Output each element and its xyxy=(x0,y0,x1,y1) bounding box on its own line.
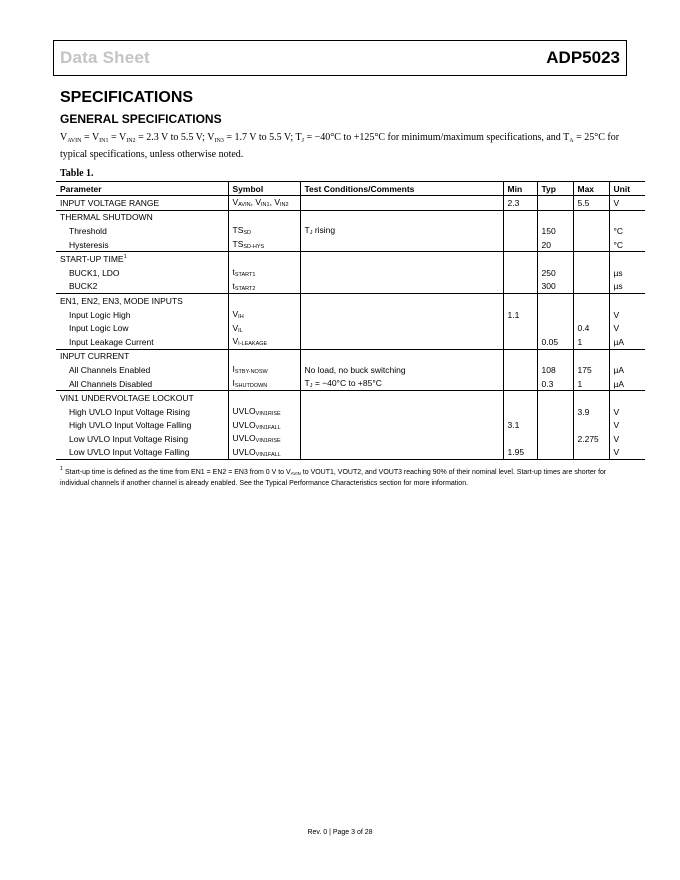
table-row xyxy=(56,210,645,224)
cell-max xyxy=(573,266,609,280)
table-row xyxy=(56,308,645,322)
cell-parameter: Hysteresis xyxy=(69,239,109,250)
table-caption: Table 1. xyxy=(60,168,94,179)
table-row xyxy=(56,238,645,252)
cell-min xyxy=(503,405,537,419)
cell-parameter: All Channels Disabled xyxy=(69,378,153,389)
cell-parameter: Low UVLO Input Voltage Rising xyxy=(69,433,189,444)
cell-unit: V xyxy=(609,308,645,322)
header-part-number: ADP5023 xyxy=(546,48,620,67)
cell-test-conditions xyxy=(300,266,503,280)
cell-min xyxy=(503,363,537,377)
specifications-table xyxy=(56,181,645,460)
cell-typ xyxy=(537,252,573,266)
table-row xyxy=(56,446,645,460)
cell-max xyxy=(573,419,609,433)
cell-test-conditions xyxy=(300,432,503,446)
cell-parameter: INPUT CURRENT xyxy=(56,349,228,363)
cell-max: 5.5 xyxy=(573,196,609,211)
cell-typ xyxy=(537,308,573,322)
cell-typ: 0.3 xyxy=(537,377,573,391)
cell-unit: °C xyxy=(609,224,645,238)
cell-unit: V xyxy=(609,196,645,211)
cell-test-conditions xyxy=(300,349,503,363)
cell-max xyxy=(573,238,609,252)
cell-typ: 300 xyxy=(537,280,573,294)
header-test-conditions: Test Conditions/Comments xyxy=(300,182,503,196)
header-parameter: Parameter xyxy=(56,182,228,196)
header-typ: Typ xyxy=(537,182,573,196)
table-row xyxy=(56,363,645,377)
cell-min xyxy=(503,294,537,308)
header-symbol: Symbol xyxy=(228,182,300,196)
cell-test-conditions: $T_J$ rising xyxy=(300,224,503,238)
table-row xyxy=(56,321,645,335)
cell-test-conditions xyxy=(300,321,503,335)
cell-min: 2.3 xyxy=(503,196,537,211)
cell-typ xyxy=(537,321,573,335)
table-row xyxy=(56,252,645,266)
cell-typ: 20 xyxy=(537,238,573,252)
cell-min xyxy=(503,280,537,294)
cell-max xyxy=(573,308,609,322)
cell-unit: V xyxy=(609,321,645,335)
cell-test-conditions xyxy=(300,419,503,433)
cell-max xyxy=(573,252,609,266)
cell-max xyxy=(573,210,609,224)
cell-test-conditions xyxy=(300,405,503,419)
cell-max: 1 xyxy=(573,377,609,391)
cell-typ xyxy=(537,349,573,363)
cell-unit xyxy=(609,391,645,405)
header-unit: Unit xyxy=(609,182,645,196)
cell-symbol xyxy=(228,294,300,308)
cell-unit: µs xyxy=(609,266,645,280)
cell-symbol: $I_{STBY-NOSW}$ xyxy=(228,363,300,377)
cell-parameter: START-UP TIME$^1$ xyxy=(56,252,228,266)
table-row xyxy=(56,391,645,405)
table-row xyxy=(56,224,645,238)
cell-min xyxy=(503,224,537,238)
cell-typ: 0.05 xyxy=(537,335,573,349)
cell-max xyxy=(573,391,609,405)
cell-parameter: EN1, EN2, EN3, MODE INPUTS xyxy=(56,294,228,308)
cell-parameter: Input Logic High xyxy=(69,309,131,320)
cell-typ xyxy=(537,432,573,446)
subsection-title: GENERAL SPECIFICATIONS xyxy=(60,112,222,126)
cell-parameter: High UVLO Input Voltage Rising xyxy=(69,406,190,417)
cell-typ xyxy=(537,446,573,460)
cell-max xyxy=(573,224,609,238)
cell-parameter: BUCK2 xyxy=(69,281,98,292)
cell-test-conditions xyxy=(300,196,503,211)
cell-parameter: THERMAL SHUTDOWN xyxy=(56,210,228,224)
cell-symbol: $t_{START2}$ xyxy=(228,280,300,294)
table-row xyxy=(56,335,645,349)
cell-parameter: Low UVLO Input Voltage Falling xyxy=(56,446,228,460)
cell-max: 0.4 xyxy=(573,321,609,335)
cell-min: 1.1 xyxy=(503,308,537,322)
cell-typ: 150 xyxy=(537,224,573,238)
page-header xyxy=(53,40,627,76)
cell-typ xyxy=(537,196,573,211)
cell-symbol: $TS_{SD-HYS}$ xyxy=(228,238,300,252)
cell-unit: µs xyxy=(609,280,645,294)
cell-max: 175 xyxy=(573,363,609,377)
cell-max: 2.275 xyxy=(573,432,609,446)
section-title: SPECIFICATIONS xyxy=(60,89,194,106)
cell-unit: V xyxy=(609,419,645,433)
footnote: $^1$ Start-up time is defined as the time from EN1 = EN2 = EN3 from 0 V to $V_{AVIN}$ to VOUT1, VOUT2, and VOUT3 reaching 90% of their nominal level. Start-up times are shorter for individual channels if another channel is already enabled. See the Typical Performance Characteristics section for more information. xyxy=(60,466,607,487)
cell-symbol: $UVLO_{VIN1FALL}$ xyxy=(228,419,300,433)
cell-min xyxy=(503,321,537,335)
cell-unit: V xyxy=(609,405,645,419)
cell-parameter: Input Logic Low xyxy=(69,323,129,334)
header-doc-type: Data Sheet xyxy=(60,48,150,67)
cell-symbol xyxy=(228,349,300,363)
table-row xyxy=(56,294,645,308)
cell-symbol: $TS_{SD}$ xyxy=(228,224,300,238)
cell-min xyxy=(503,377,537,391)
cell-unit xyxy=(609,252,645,266)
cell-max xyxy=(573,446,609,460)
header-max: Max xyxy=(573,182,609,196)
table-header-row xyxy=(56,182,645,196)
cell-test-conditions xyxy=(300,280,503,294)
page-footer: Rev. 0 | Page 3 of 28 xyxy=(307,829,373,836)
cell-parameter: High UVLO Input Voltage Falling xyxy=(69,420,192,431)
cell-typ xyxy=(537,419,573,433)
table-row xyxy=(56,419,645,433)
cell-symbol: $V_{I-LEAKAGE}$ xyxy=(228,335,300,349)
cell-min xyxy=(503,238,537,252)
cell-symbol: $UVLO_{VIN1RISE}$ xyxy=(228,405,300,419)
cell-typ xyxy=(537,210,573,224)
cell-max xyxy=(573,349,609,363)
cell-symbol: $V_{IH}$ xyxy=(228,308,300,322)
cell-test-conditions xyxy=(300,308,503,322)
cell-unit: µA xyxy=(609,377,645,391)
cell-symbol xyxy=(228,391,300,405)
cell-test-conditions: $T_J = -40^\circ C$ to +85°C xyxy=(300,377,503,391)
cell-parameter: All Channels Enabled xyxy=(69,364,151,375)
cell-unit: µA xyxy=(609,335,645,349)
cell-min xyxy=(503,210,537,224)
cell-min xyxy=(503,432,537,446)
cell-unit: V xyxy=(609,432,645,446)
cell-min xyxy=(503,335,537,349)
cell-symbol: $UVLO_{VIN1FALL}$ xyxy=(228,446,300,460)
table-row xyxy=(56,349,645,363)
cell-max xyxy=(573,294,609,308)
cell-parameter: INPUT VOLTAGE RANGE xyxy=(56,196,228,211)
cell-unit: µA xyxy=(609,363,645,377)
cell-typ: 108 xyxy=(537,363,573,377)
table-row xyxy=(56,196,645,211)
cell-min xyxy=(503,252,537,266)
cell-parameter: BUCK1, LDO xyxy=(69,267,120,278)
footnote-ref: 1 xyxy=(123,254,127,261)
cell-parameter: Threshold xyxy=(69,225,107,236)
cell-unit: °C xyxy=(609,238,645,252)
cell-symbol: $V_{AVIN}$, $V_{IN1}$, $V_{IN2}$ xyxy=(228,196,300,211)
cell-typ xyxy=(537,391,573,405)
cell-unit: V xyxy=(609,446,645,460)
cell-symbol: $UVLO_{VIN1RISE}$ xyxy=(228,432,300,446)
cell-unit xyxy=(609,294,645,308)
cell-min xyxy=(503,266,537,280)
cell-max: 1 xyxy=(573,335,609,349)
cell-min xyxy=(503,349,537,363)
table-row xyxy=(56,377,645,391)
cell-test-conditions xyxy=(300,294,503,308)
cell-symbol: $t_{START1}$ xyxy=(228,266,300,280)
cell-typ xyxy=(537,294,573,308)
header-min: Min xyxy=(503,182,537,196)
cell-symbol: $V_{IL}$ xyxy=(228,321,300,335)
cell-min xyxy=(503,391,537,405)
cell-test-conditions xyxy=(300,446,503,460)
cell-parameter: Input Leakage Current xyxy=(69,336,154,347)
cell-min: 3.1 xyxy=(503,419,537,433)
cell-test-conditions xyxy=(300,391,503,405)
cell-max xyxy=(573,280,609,294)
cell-test-conditions xyxy=(300,238,503,252)
cell-typ: 250 xyxy=(537,266,573,280)
cell-unit xyxy=(609,210,645,224)
cell-symbol xyxy=(228,252,300,266)
cell-symbol: $I_{SHUTDOWN}$ xyxy=(228,377,300,391)
cell-max: 3.9 xyxy=(573,405,609,419)
cell-min: 1.95 xyxy=(503,446,537,460)
cell-symbol xyxy=(228,210,300,224)
cell-unit xyxy=(609,349,645,363)
cell-typ xyxy=(537,405,573,419)
operating-conditions: $V_{AVIN} = V_{IN1} = V_{IN2} = 2.3$ V to 5.5 V; $V_{IN3} = 1.7$ V to 5.5 V; $T_J = -40^\circ C$ to +125°C for minimum/maximum specifications, and $T_A = 25^\circ C$ for typical specifications, unless otherwise noted. xyxy=(60,132,620,160)
cell-test-conditions xyxy=(300,252,503,266)
cell-test-conditions xyxy=(300,210,503,224)
cell-test-conditions xyxy=(300,335,503,349)
cell-parameter: VIN1 UNDERVOLTAGE LOCKOUT xyxy=(56,391,228,405)
cell-test-conditions: No load, no buck switching xyxy=(300,363,503,377)
table-row xyxy=(56,432,645,446)
table-row xyxy=(56,280,645,294)
table-row xyxy=(56,405,645,419)
table-row xyxy=(56,266,645,280)
